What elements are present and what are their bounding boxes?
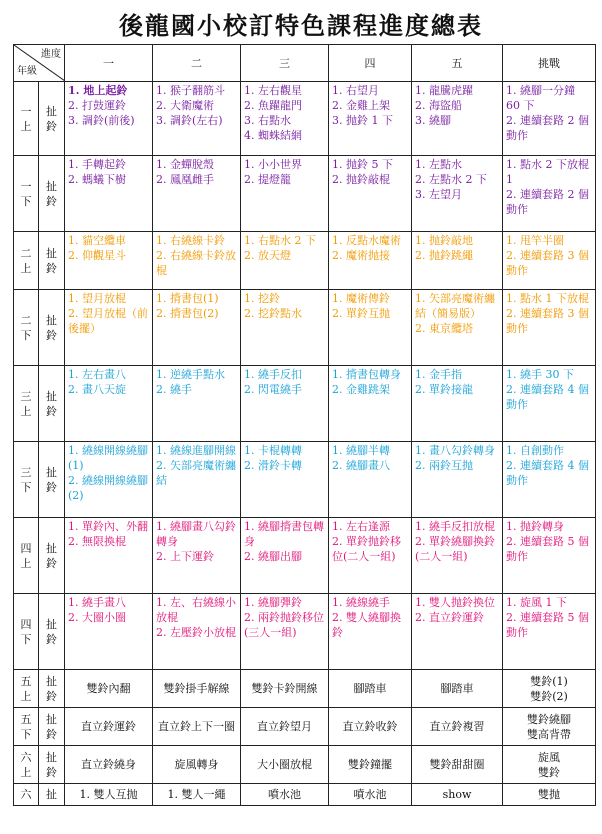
course-cell [39,232,65,290]
course-cell [39,290,65,366]
skill-item: 2. 畫八天旋 [68,383,126,396]
skill-cell [241,594,329,670]
skill-item: 直立鈴複習 [429,720,485,733]
skill-cell [65,708,153,746]
table-row [14,784,596,806]
table-row [14,670,596,708]
grade-cell [14,366,39,442]
course-char: 鈴 [46,261,57,275]
skill-item: 1. 繞線進腳開線 [156,444,236,457]
skill-item: 1. 旋風 1 下 [506,596,567,609]
grade-char: 上 [20,689,32,703]
grade-char: 下 [20,727,32,741]
skill-item: 2. 揹書包(2) [156,307,219,320]
skill-item: 1. 矢部亮魔術纏結（簡易版） [415,292,495,320]
grade-char: 三 [20,389,32,403]
skill-item: 雙鈴掛手解線 [163,682,230,695]
skill-cell [241,670,329,708]
skill-item: 2. 繞腳畫八 [332,459,390,472]
grade-cell [14,290,39,366]
skill-item: 1. 抛鈴敲地 [415,234,473,247]
skill-item: 直立鈴收鈴 [342,720,398,733]
skill-item: 1. 地上起鈴 [68,84,128,97]
skill-item: 2. 繞手 [156,383,192,396]
skill-item: 雙鈴卡鈴開線 [251,682,318,695]
skill-cell [153,82,241,156]
skill-cell [241,232,329,290]
skill-cell [241,518,329,594]
course-char: 鈴 [46,556,57,570]
grade-cell [14,708,39,746]
skill-item: 1. 左右觀星 [244,84,302,97]
course-char: 扯 [46,179,57,193]
grade-char: 四 [20,541,32,555]
skill-item: 2. 魔術抛接 [332,249,390,262]
header-corner [14,45,65,82]
course-char: 扯 [46,788,57,801]
skill-cell [65,156,153,232]
skill-cell [329,366,412,442]
course-char: 扯 [46,750,57,764]
course-cell [39,670,65,708]
course-char: 鈴 [46,727,57,741]
course-char: 鈴 [46,119,57,133]
skill-item: 直立鈴運鈴 [81,720,136,733]
skill-item: 2. 雙人繞腳換鈴 [332,611,401,639]
skill-item: 1. 點水 2 下放棍 1 [506,158,589,186]
skill-item: 1. 繞腳彈鈴 [244,596,302,609]
skill-cell [65,670,153,708]
course-char: 扯 [46,104,57,118]
stage-header: 四 [329,45,412,82]
skill-cell [329,156,412,232]
skill-item: 2. 連續套路 5 個動作 [506,535,589,563]
grade-cell [14,594,39,670]
skill-cell [412,746,503,784]
skill-item: 2. 金雞上架 [332,99,390,112]
skill-item: 1. 抛鈴 5 下 [332,158,393,171]
skill-item: 2. 連續套路 4 個動作 [506,459,589,487]
skill-item: 1. 龍騰虎躍 [415,84,473,97]
grade-char: 六 [20,788,32,801]
skill-item: 1. 逆繞手點水 [156,368,225,381]
skill-item: 3. 抛鈴 1 下 [332,114,393,127]
skill-cell [329,746,412,784]
skill-item: 旋風 [538,750,560,764]
course-cell [39,746,65,784]
table-row [14,290,596,366]
skill-cell [329,670,412,708]
skill-item: 雙鈴(2) [530,689,568,703]
skill-cell [329,82,412,156]
skill-cell [329,290,412,366]
skill-cell [241,366,329,442]
course-char: 扯 [46,712,57,726]
skill-item: 2. 連續套路 2 個動作 [506,114,589,142]
skill-item: 2. 單鈴接龍 [415,383,473,396]
skill-item: 1. 手轉起鈴 [68,158,126,171]
skill-cell [412,708,503,746]
skill-item: 1. 右點水 2 下 [244,234,316,247]
skill-item: 1. 挖鈴 [244,292,280,305]
skill-item: 2. 連續套路 4 個動作 [506,383,589,411]
skill-item: 3. 調鈴(前後) [68,114,135,127]
skill-item: 1. 繞手 30 下 [506,368,574,381]
course-char: 扯 [46,541,57,555]
skill-item: 2. 提燈籠 [244,173,291,186]
skill-item: 2. 大圈小圈 [68,611,126,624]
page-title: 後龍國小校訂特色課程進度總表 [119,11,483,40]
skill-item: 1. 小小世界 [244,158,302,171]
course-cell [39,82,65,156]
skill-item: 腳踏車 [440,682,474,695]
progress-label: 進度 [41,49,61,60]
skill-item: 2. 左壓鈴小放棍 [156,626,236,639]
skill-item: 1. 繞手反扣放棍 [415,520,495,533]
course-char: 鈴 [46,404,57,418]
skill-item: 噴水池 [353,788,387,801]
skill-cell [65,290,153,366]
skill-item: 1. 左點水 [415,158,462,171]
skill-item: 1. 繞手畫八 [68,596,126,609]
skill-cell [412,670,503,708]
skill-cell [241,784,329,806]
skill-item: 1. 雙人一繩 [167,788,226,801]
course-char: 扯 [46,313,57,327]
skill-item: 雙鈴內翻 [86,682,131,695]
skill-item: 2. 望月放棍（前後擺） [68,307,148,335]
skill-item: 1. 左右逢源 [332,520,390,533]
grade-char: 二 [20,246,32,260]
table-row [14,442,596,518]
skill-item: 雙鈴(1) [530,674,568,688]
skill-item: 3. 右點水 [244,114,291,127]
grade-cell [14,442,39,518]
skill-item: 2. 東京纜塔 [415,322,473,335]
grade-char: 五 [20,712,32,726]
skill-item: 1. 自創動作 [506,444,564,457]
grade-char: 一 [20,179,32,193]
stage-header: 五 [412,45,503,82]
skill-item: 大小圈放棍 [257,758,312,771]
skill-item: 2. 無限換棍 [68,535,126,548]
skill-item: 1. 貓空纜車 [68,234,126,247]
course-cell [39,442,65,518]
skill-cell [241,746,329,784]
course-char: 扯 [46,246,57,260]
skill-item: 噴水池 [268,788,301,801]
skill-cell [329,518,412,594]
skill-item: 2. 單鈴抛鈴移位(二人一組) [332,535,401,563]
course-cell [39,156,65,232]
skill-item: 1. 金蟬脫殼 [156,158,214,171]
skill-item: 直立鈴上下一圈 [158,720,235,733]
skill-cell [65,442,153,518]
grade-char: 下 [20,328,32,342]
skill-item: 2. 金雞跳架 [332,383,390,396]
course-cell [39,366,65,442]
skill-item: 腳踏車 [353,682,387,695]
skill-cell [153,670,241,708]
skill-cell [241,82,329,156]
skill-item: 1. 畫八勾鈴轉身 [415,444,495,457]
skill-cell [503,670,596,708]
skill-item: 2. 矢部亮魔術纏結 [156,459,236,487]
skill-item: 1. 雙人抛鈴換位 [415,596,495,609]
skill-item: 雙抛 [538,788,560,801]
skill-item: 2. 繞線開線繞腳(2) [68,474,148,502]
skill-cell [503,290,596,366]
skill-cell [65,232,153,290]
skill-item: 2. 左點水 2 下 [415,173,487,186]
grade-char: 下 [20,480,32,494]
skill-item: 2. 鳳凰雌手 [156,173,214,186]
skill-item: 2. 放天燈 [244,249,291,262]
skill-item: 1. 右望月 [332,84,379,97]
skill-cell [153,708,241,746]
grade-char: 下 [20,632,32,646]
skill-item: 2. 繞腳出腳 [244,550,302,563]
skill-cell [153,594,241,670]
skill-cell [329,442,412,518]
skill-item: 旋風轉身 [174,758,219,771]
grade-char: 三 [20,465,32,479]
skill-cell [153,290,241,366]
skill-cell [241,708,329,746]
skill-cell [503,746,596,784]
skill-cell [153,442,241,518]
skill-cell [329,594,412,670]
course-char: 鈴 [46,328,57,342]
skill-cell [153,232,241,290]
grade-cell [14,82,39,156]
course-char: 鈴 [46,765,57,779]
table-body [14,82,596,806]
skill-cell [329,708,412,746]
skill-item: 3. 調鈴(左右) [156,114,223,127]
header-row [14,45,596,82]
skill-item: 1. 繞手反扣 [244,368,302,381]
grade-char: 上 [20,765,32,779]
skill-item: 2. 單鈴互抛 [332,307,390,320]
skill-item: 2. 打鼓運鈴 [68,99,126,112]
course-char: 扯 [46,465,57,479]
skill-cell [503,82,596,156]
course-cell [39,784,65,806]
skill-cell [65,594,153,670]
table-row [14,366,596,442]
table-row [14,232,596,290]
grade-cell [14,746,39,784]
skill-item: 2. 直立鈴運鈴 [415,611,484,624]
course-cell [39,708,65,746]
stage-header: 挑戰 [503,45,596,82]
skill-item: 1. 抛鈴轉身 [506,520,564,533]
skill-item: 2. 上下運鈴 [156,550,214,563]
skill-cell [153,784,241,806]
skill-item: 雙鈴鐘擺 [348,758,392,771]
course-cell [39,594,65,670]
skill-item: 1. 繞腳半轉 [332,444,390,457]
table-row [14,156,596,232]
skill-item: 2. 兩鈴抛鈴移位(三人一組) [244,611,324,639]
skill-cell [412,156,503,232]
skill-cell [503,518,596,594]
skill-item: 1. 反點水魔術 [332,234,401,247]
skill-cell [503,156,596,232]
skill-item: 2. 連續套路 2 個動作 [506,188,589,216]
skill-item: 1. 左、右繞線小放棍 [156,596,236,624]
course-char: 鈴 [46,689,57,703]
grade-cell [14,784,39,806]
skill-item: 1. 望月放棍 [68,292,126,305]
skill-item: 2. 滑鈴卡轉 [244,459,302,472]
skill-item: 2. 海盜船 [415,99,462,112]
skill-cell [412,442,503,518]
skill-item: 雙高背帶 [527,727,571,741]
skill-item: 2. 連續套路 5 個動作 [506,611,589,639]
skill-item: 1. 揹書包轉身 [332,368,401,381]
skill-item: 4. 蜘蛛結網 [244,129,302,142]
skill-cell [412,366,503,442]
skill-item: 1. 猴子翻筋斗 [156,84,225,97]
skill-item: 雙鈴甜甜圈 [429,758,485,771]
skill-item: 1. 繞腳揹書包轉身 [244,520,324,548]
grade-cell [14,518,39,594]
skill-item: 1. 揹書包(1) [156,292,219,305]
skill-item: 1. 繞腳畫八勾鈴轉身 [156,520,236,548]
skill-item: 2. 挖鈴點水 [244,307,302,320]
skill-item: 2. 螞蟻下樹 [68,173,126,186]
skill-cell [503,232,596,290]
grade-char: 四 [20,617,32,631]
table-row [14,518,596,594]
course-char: 扯 [46,617,57,631]
grade-char: 上 [20,261,32,275]
grade-char: 下 [20,194,32,208]
table-row [14,82,596,156]
grade-cell [14,232,39,290]
grade-char: 五 [20,674,32,688]
grade-char: 上 [20,404,32,418]
grade-cell [14,670,39,708]
skill-item: show [442,788,472,801]
grade-char: 六 [20,750,32,764]
skill-cell [503,366,596,442]
skill-cell [329,784,412,806]
course-char: 扯 [46,674,57,688]
skill-item: 2. 右繞線卡鈴放棍 [156,249,236,277]
skill-item: 直立鈴望月 [257,720,312,733]
skill-item: 雙鈴 [538,765,560,779]
stage-header: 二 [153,45,241,82]
skill-item: 2. 抛鈴敲棍 [332,173,390,186]
skill-cell [65,518,153,594]
skill-item: 1. 卡棍轉轉 [244,444,302,457]
skill-cell [153,518,241,594]
skill-item: 2. 抛鈴跳繩 [415,249,473,262]
skill-item: 2. 連續套路 3 個動作 [506,249,589,277]
skill-cell [503,442,596,518]
course-char: 鈴 [46,632,57,646]
grade-char: 上 [20,556,32,570]
skill-item: 2. 兩鈴互抛 [415,459,473,472]
skill-item: 2. 魚躍龍門 [244,99,302,112]
skill-item: 3. 繞腳 [415,114,451,127]
skill-cell [503,594,596,670]
course-char: 扯 [46,389,57,403]
stage-header: 一 [65,45,153,82]
skill-item: 雙鈴繞腳 [527,712,571,726]
skill-item: 直立鈴繞身 [81,758,136,771]
progress-table [13,44,596,806]
skill-item: 1. 繞線繞手 [332,596,390,609]
stage-header: 三 [241,45,329,82]
skill-cell [503,708,596,746]
skill-item: 1. 單鈴內、外翻 [68,520,148,533]
skill-cell [329,232,412,290]
skill-item: 1. 繞腳一分鐘 60 下 [506,84,575,112]
skill-cell [241,290,329,366]
skill-item: 2. 連續套路 3 個動作 [506,307,589,335]
skill-item: 2. 單鈴繞腳換鈴(二人一組) [415,535,495,563]
skill-cell [153,746,241,784]
skill-cell [412,290,503,366]
grade-char: 二 [20,313,32,327]
skill-item: 1. 魔術傳鈴 [332,292,390,305]
skill-item: 1. 甩竿半圈 [506,234,564,247]
skill-cell [412,518,503,594]
skill-item: 3. 左望月 [415,188,462,201]
skill-cell [153,366,241,442]
course-char: 鈴 [46,194,57,208]
skill-cell [412,232,503,290]
table-row [14,708,596,746]
skill-item: 2. 仰觀星斗 [68,249,126,262]
skill-cell [503,784,596,806]
course-cell [39,518,65,594]
skill-cell [412,82,503,156]
skill-item: 1. 雙人互抛 [79,788,138,801]
grade-char: 一 [20,104,32,118]
skill-cell [65,366,153,442]
skill-cell [65,746,153,784]
skill-cell [65,82,153,156]
skill-item: 1. 右繞線卡鈴 [156,234,225,247]
skill-item: 2. 大衛魔術 [156,99,214,112]
course-char: 鈴 [46,480,57,494]
skill-item: 1. 金手指 [415,368,462,381]
table-row [14,594,596,670]
skill-cell [241,156,329,232]
skill-cell [153,156,241,232]
skill-cell [65,784,153,806]
grade-label: 年級 [17,66,37,77]
skill-item: 2. 閃電繞手 [244,383,302,396]
skill-item: 1. 左右畫八 [68,368,126,381]
grade-cell [14,156,39,232]
grade-char: 上 [20,119,32,133]
skill-item: 1. 點水 1 下放棍 [506,292,589,305]
skill-item: 1. 繞線開線繞腳(1) [68,444,148,472]
skill-cell [241,442,329,518]
skill-cell [412,784,503,806]
table-row [14,746,596,784]
skill-cell [412,594,503,670]
